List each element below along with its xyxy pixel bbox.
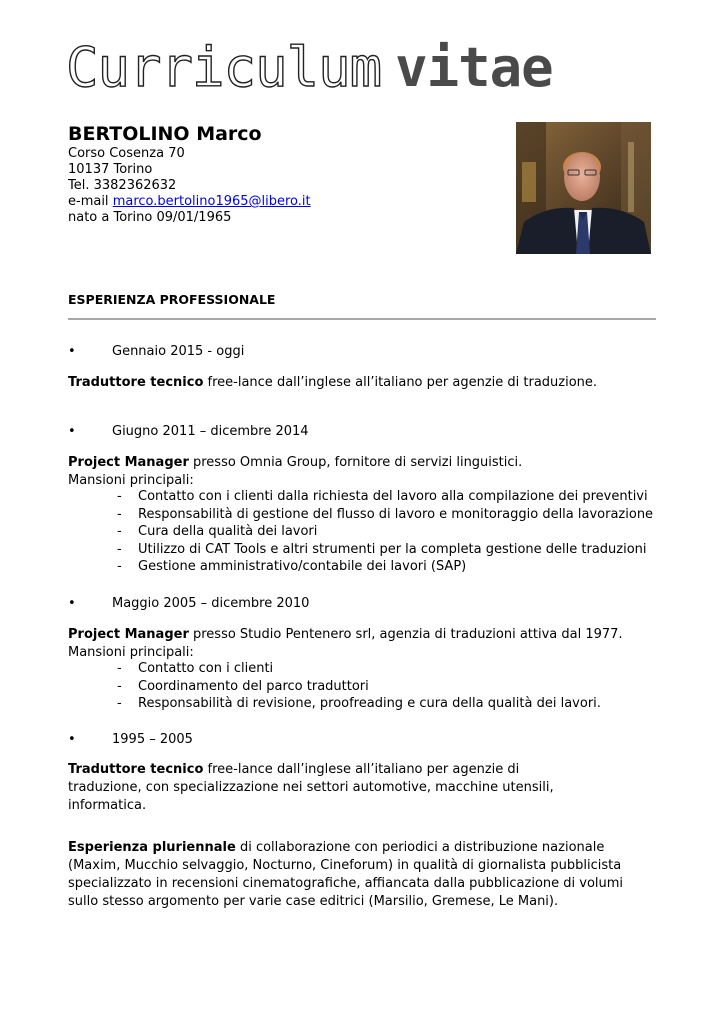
- duty-item: - Responsabilità di gestione del flusso di lavoro e monitoraggio della lavorazione: [116, 506, 653, 524]
- section-title-experience: ESPERIENZA PROFESSIONALE: [68, 292, 276, 307]
- duty-item: - Cura della qualità dei lavori: [116, 523, 653, 541]
- experience-entry: [68, 374, 658, 392]
- duty-item: - Coordinamento del parco traduttori: [116, 678, 601, 696]
- duties-list: [116, 660, 601, 713]
- address-line: Corso Cosenza 70: [68, 146, 185, 161]
- contact-block: [68, 146, 311, 226]
- extra-experience-paragraph: [68, 839, 643, 911]
- bullet-icon: •: [68, 424, 76, 439]
- title-curriculum: Curriculum: [66, 36, 382, 99]
- experience-period: Maggio 2005 – dicembre 2010: [112, 596, 310, 611]
- experience-entry: [68, 626, 658, 662]
- email-link[interactable]: marco.bertolino1965@libero.it: [112, 194, 311, 209]
- duty-item: - Utilizzo di CAT Tools e altri strumenti per la completa gestione delle traduzioni: [116, 541, 653, 559]
- profile-photo: [516, 122, 651, 254]
- experience-role: Traduttore tecnico: [68, 762, 204, 777]
- person-name: BERTOLINO Marco: [68, 123, 262, 145]
- duty-item: - Responsabilità di revisione, proofreading e cura della qualità dei lavori.: [116, 695, 601, 713]
- experience-description: free-lance dall’inglese all’italiano per agenzie di traduzione.: [203, 375, 598, 390]
- experience-description: presso Studio Pentenero srl, agenzia di traduzioni attiva dal 1977.: [188, 627, 623, 642]
- duties-label: Mansioni principali:: [68, 473, 194, 488]
- duty-item: - Contatto con i clienti dalla richiesta del lavoro alla compilazione dei preventivi: [116, 488, 653, 506]
- title-vitae: vitae: [395, 36, 553, 99]
- section-divider: [68, 318, 656, 320]
- experience-role: Project Manager: [68, 627, 189, 642]
- experience-period: 1995 – 2005: [112, 732, 193, 747]
- extra-lead: Esperienza pluriennale: [68, 840, 236, 855]
- birth-line: nato a Torino 09/01/1965: [68, 210, 232, 225]
- city-line: 10137 Torino: [68, 162, 153, 177]
- duties-list: [116, 488, 653, 576]
- experience-entry: [68, 454, 658, 490]
- email-line: [68, 194, 311, 210]
- experience-role: Traduttore tecnico: [68, 375, 204, 390]
- email-label: e-mail: [68, 194, 113, 209]
- phone-line: Tel. 3382362632: [68, 178, 177, 193]
- cv-title: [66, 28, 553, 108]
- bullet-icon: •: [68, 732, 76, 747]
- experience-period: Gennaio 2015 - oggi: [112, 344, 245, 359]
- experience-entry: [68, 761, 588, 815]
- duty-item: - Contatto con i clienti: [116, 660, 601, 678]
- duties-label: Mansioni principali:: [68, 645, 194, 660]
- extra-text: di collaborazione con periodici a distribuzione nazionale (Maxim, Mucchio selvaggio, Nocturno, Cineforum) in qualità di giornalista pubblicista specializzato in recensioni cinematografiche, affiancata dalla pubblicazione di volumi sullo stesso argomento per varie case editrici (Marsilio, Gremese, Le Mani).: [68, 840, 624, 909]
- profile-photo-image: [516, 122, 651, 254]
- bullet-icon: •: [68, 596, 76, 611]
- experience-description: free-lance dall’inglese all’italiano per agenzie di traduzione, con specializzazione nei settori automotive, macchine utensili, informatica.: [68, 762, 554, 813]
- experience-role: Project Manager: [68, 455, 189, 470]
- experience-period: Giugno 2011 – dicembre 2014: [112, 424, 309, 439]
- bullet-icon: •: [68, 344, 76, 359]
- duty-item: - Gestione amministrativo/contabile dei lavori (SAP): [116, 558, 653, 576]
- experience-description: presso Omnia Group, fornitore di servizi linguistici.: [188, 455, 523, 470]
